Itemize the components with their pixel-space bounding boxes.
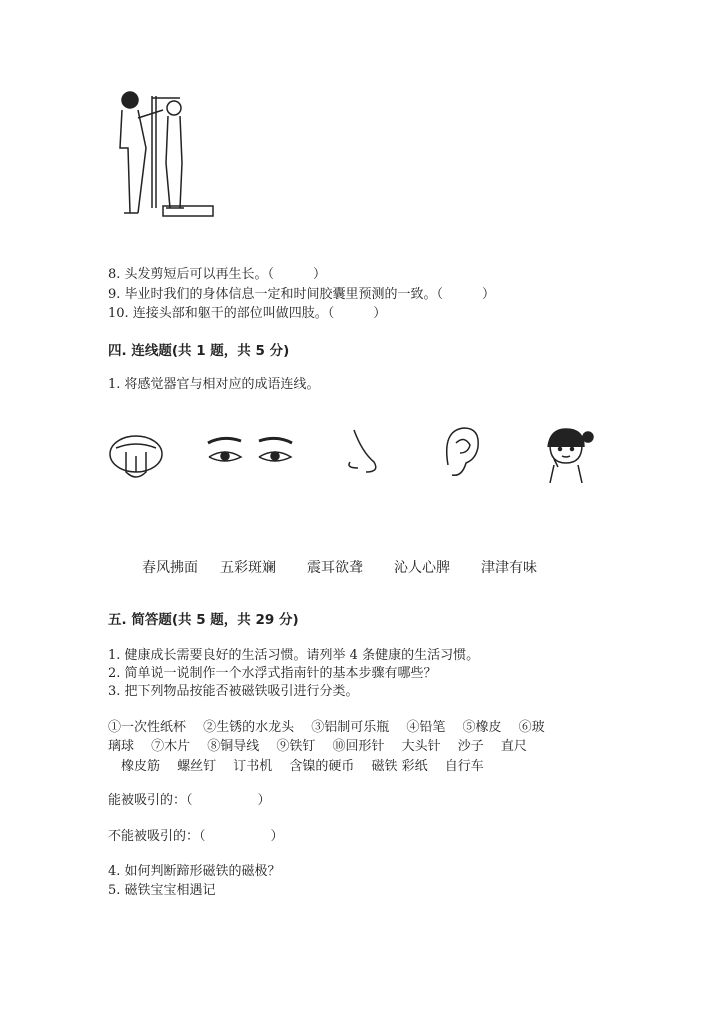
idiom-5: 津津有味 (481, 560, 537, 576)
girl-touching-face-icon (540, 425, 595, 485)
items-line-1: ①一次性纸杯 ②生锈的水龙头 ③铝制可乐瓶 ④铅笔 ⑤橡皮 ⑥玻 (108, 720, 545, 735)
idiom-3: 震耳欲聋 (307, 560, 363, 576)
idiom-4: 沁人心脾 (394, 560, 450, 576)
idiom-2: 五彩斑斓 (220, 560, 276, 576)
idiom-1: 春风拂面 (142, 560, 198, 576)
nose-icon (340, 428, 385, 478)
not-attracted-answer: 不能被吸引的：（ ） (108, 829, 284, 844)
height-measurement-illustration (108, 88, 218, 228)
section-5-question-3: 3. 把下列物品按能否被磁铁吸引进行分类。 (108, 684, 359, 699)
attracted-answer: 能被吸引的：（ ） (108, 793, 271, 808)
section-5-question-2: 2. 简单说一说制作一个水浮式指南针的基本步骤有哪些？ (108, 666, 437, 681)
question-9: 9. 毕业时我们的身体信息一定和时间胶囊里预测的一致。（ ） (108, 287, 496, 302)
section-4-question-1: 1. 将感觉器官与相对应的成语连线。 (108, 377, 320, 392)
mouth-tongue-icon (108, 428, 164, 484)
question-8: 8. 头发剪短后可以再生长。（ ） (108, 267, 327, 282)
question-10: 10. 连接头部和躯干的部位叫做四肢。（ ） (108, 306, 387, 321)
section-4-title: 四. 连线题(共 1 题，共 5 分) (108, 343, 290, 359)
section-5-question-4: 4. 如何判断蹄形磁铁的磁极？ (108, 864, 281, 879)
section-5-question-1: 1. 健康成长需要良好的生活习惯。请列举 4 条健康的生活习惯。 (108, 648, 480, 663)
items-line-2: 璃球 ⑦木片 ⑧铜导线 ⑨铁钉 ⑩回形针 大头针 沙子 直尺 (108, 739, 527, 754)
eyes-icon (205, 435, 295, 470)
section-5-title: 五. 简答题(共 5 题，共 29 分) (108, 612, 299, 628)
items-line-3: 橡皮筋 螺丝钉 订书机 含镍的硬币 磁铁 彩纸 自行车 (108, 759, 484, 774)
section-5-question-5: 5. 磁铁宝宝相遇记 (108, 883, 216, 898)
ear-icon (440, 425, 482, 480)
